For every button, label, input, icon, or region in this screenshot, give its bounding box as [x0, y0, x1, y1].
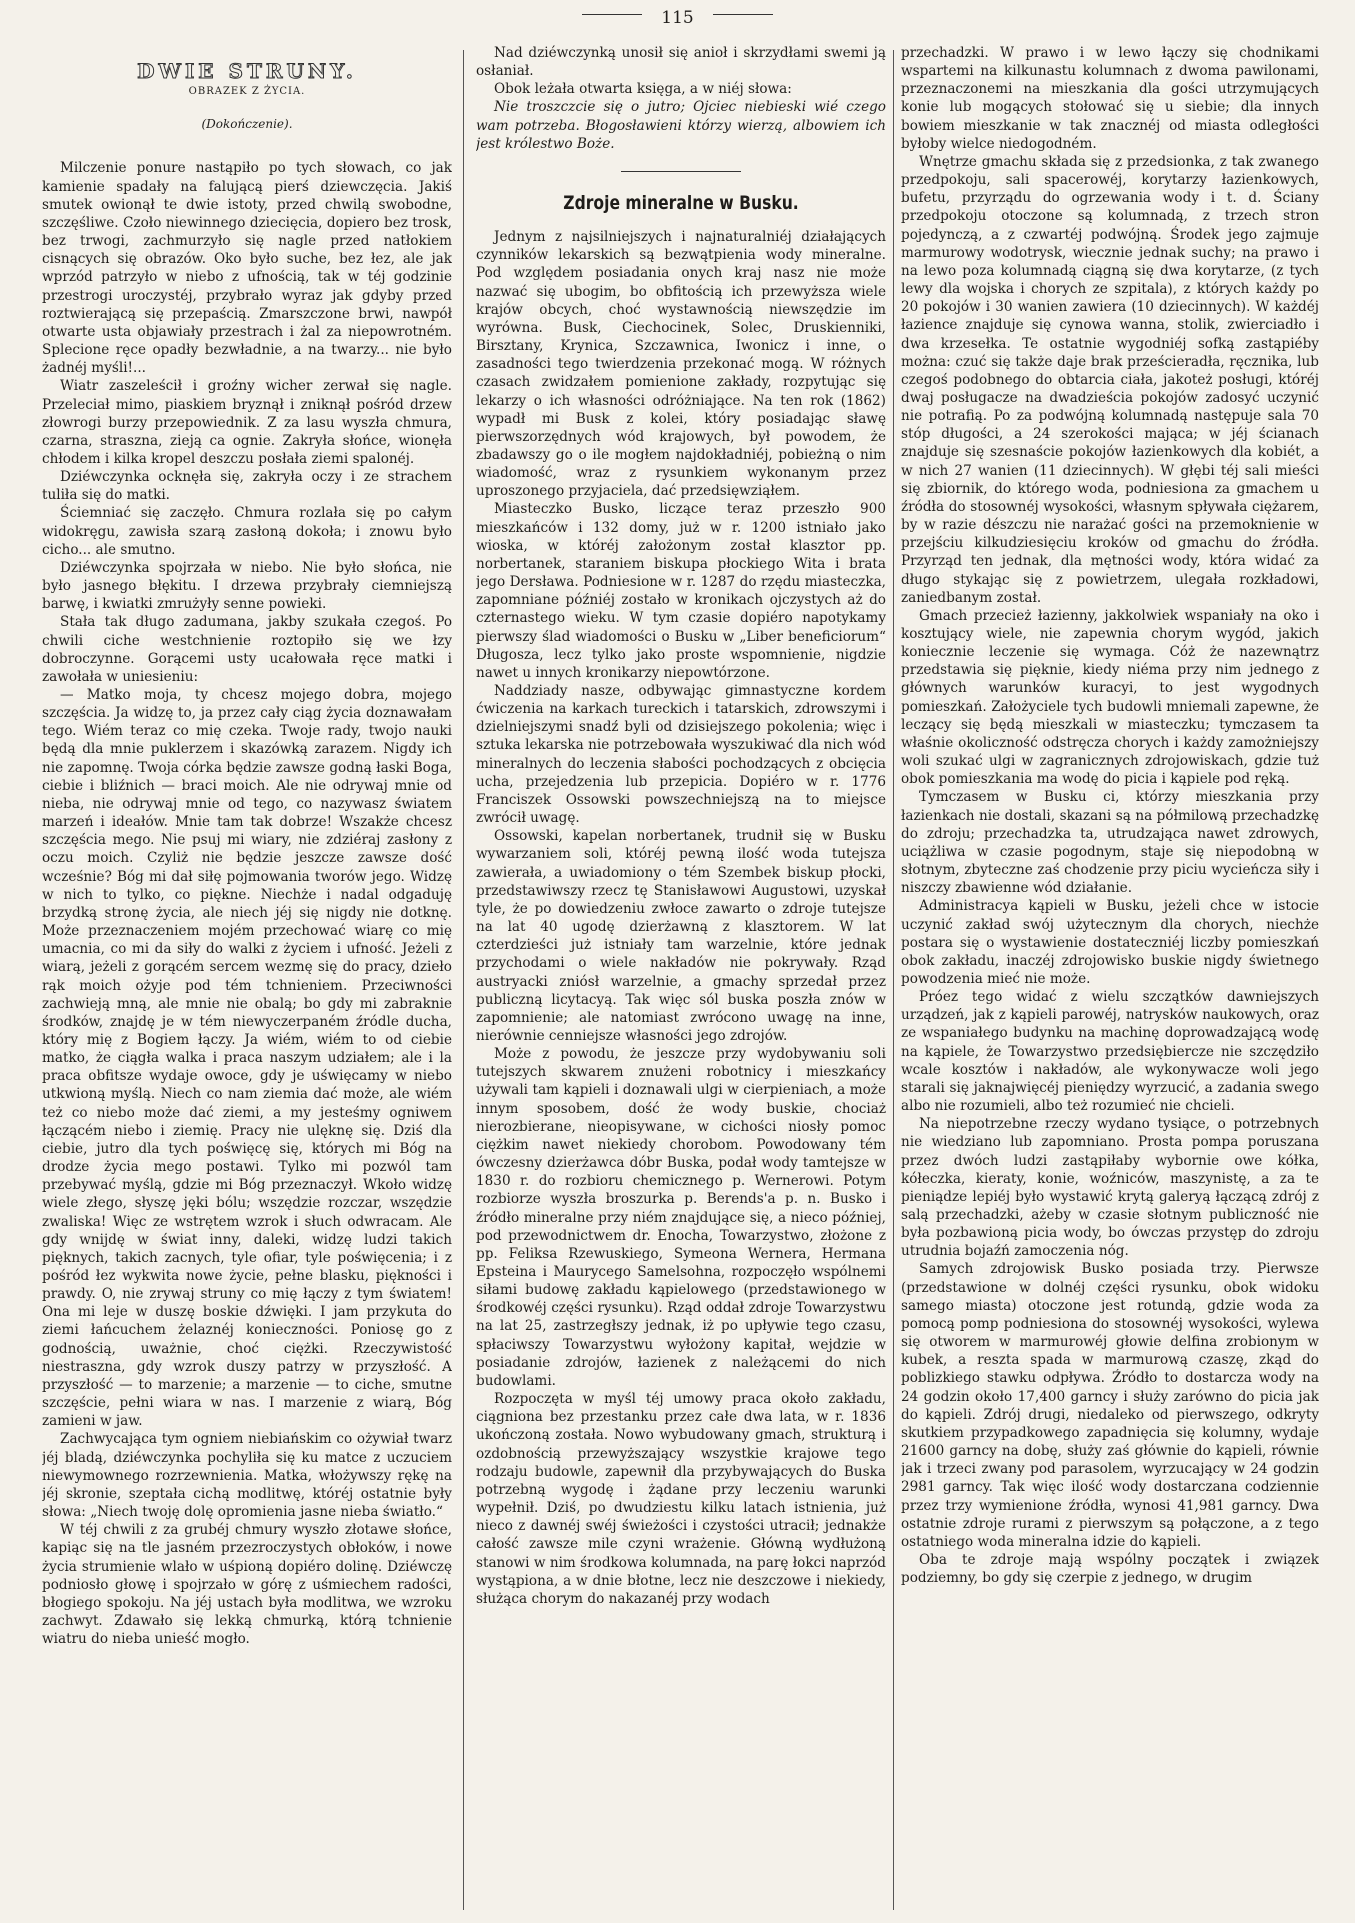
- article-paragraph: Oba te zdroje mają wspólny początek i związek podziemny, bo gdy się czerpie z jednego, w drugim: [901, 1551, 1319, 1587]
- column-divider: [893, 50, 894, 1910]
- article-paragraph: Na niepotrzebne rzeczy wydano tysiące, o potrzebnych nie wiedziano lub zapomniano. Prosta pompa poruszana przez dwóch ludzi zastąpiłaby wybornie owe kółka, kółeczka, kieraty, konie, woźniców, maszynistę, a za te pieniądze lepiéj było wystawić krytą galeryą łączącą zdrój z salą przechadzki, ażeby w czasie słotnym publiczność nie była pozbawioną picia wody, bo ówczas przystęp do zdroju utrudnia bojaźń zamoczenia nóg.: [901, 1116, 1319, 1260]
- article-title: Zdroje mineralne w Busku.: [563, 191, 799, 214]
- article-paragraph: Naddziady nasze, odbywając gimnastyczne kordem ćwiczenia na karkach tureckich i tatarskich, zdrowszymi i dzielniejszymi snadź byli od dzisiejszego pokolenia; więc i sztuka lekarska nie potrzebowała wyszukiwać dla nich wód mineralnych do leczenia słabości pochodzących z obcięcia ucha, przejedzenia lub przepicia. Dopiéro w r. 1776 Franciszek Ossowski powszechniejszą na to miejsce zwrócił uwagę.: [476, 683, 886, 827]
- article-paragraph: Tymczasem w Busku ci, którzy mieszkania przy łazienkach nie dostali, skazani są na półmilową przechadzkę do zdroju; przechadzka ta, utrudzająca nawet zdrowych, uciążliwa w czasie pogodnym, staje się niepodobną w słotnym, zbyteczne zaś chodzenie przy piciu wycieńcza siły i niszczy zbawienne wód działanie.: [901, 789, 1319, 897]
- article-paragraph: przechadzki. W prawo i w lewo łączy się chodnikami wspartemi na kilkunastu kolumnach z dwoma pawilonami, przeznaczonemi na mieszkania dla gości utrzymujących konie lub mogących stołować się u siebie; dla innych bowiem mieszkanie w tak znacznéj od miasta odległości byłoby wielce niedogodném.: [901, 45, 1319, 152]
- page-number: 115: [661, 8, 694, 28]
- article-paragraph: Gmach przecież łazienny, jakkolwiek wspaniały na oko i kosztujący wiele, nie zapewnia chorym wygód, jakich koniecznie leczenie się wymaga. Cóż że nazewnątrz przedstawia się pięknie, kiedy niéma przy nim jednego z głównych warunków kuracyi, to jest wygodnych pomieszkań. Założyciele tych budowli mniemali zapewne, że leczący się będą mieszkali w miasteczku; tymczasem ta właśnie okoliczność odstręcza chorych i każdy zamożniejszy woli szukać ulgi w zagranicznych zdrojowiskach, gdzie tuż obok pomieszkania ma wodę do picia i kąpiele pod ręką.: [901, 607, 1319, 788]
- article-paragraph: Rozpoczęta w myśl téj umowy praca około zakładu, ciągniona bez przestanku przez całe dwa lata, w r. 1836 ukończoną została. Nowo wybudowany gmach, strukturą i ozdobnością przewyższający wszystkie krajowe tego rodzaju budowle, zapewnił dla przybywających do Buska potrzebną wygodę i żądane przy leczeniu warunki wypełnił. Dziś, po dwudziestu kilku latach istnienia, już nieco z dawnéj swéj świeżości i czystości utracił; jednakże całość zawsze mile czyni wrażenie. Główną wydłużoną stanowi w nim środkowa kolumnada, na parę łokci naprzód wystąpiona, a w dnie błotne, lecz nie deszczowe i niekiedy, służąca chorym do nakazanéj przy wodach: [476, 1391, 886, 1607]
- story-paragraph: Nad dziéwczynką unosił się anioł i skrzydłami swemi ją osłaniał.: [476, 45, 886, 80]
- article-paragraph: Ossowski, kapelan norbertanek, trudnił się w Busku wywarzaniem soli, któréj pewną ilość woda tutejsza zawierała, a uwiadomiony o tém Szembek biskup płocki, przedstawiwszy rzecz tę Stanisławowi Augustowi, uzyskał tyle, że po dowiedzeniu zwłoce zawarto o zdroje tutejsze na lat 40 ugodę dzierżawną z klasztorem. W lat czterdzieści już istniały tam warzelnie, które jednak przychodami o wiele nakładów nie pokrywały. Rząd austryacki zniósł warzelnie, a gmachy sprzedał przez publiczną licytacyą. Tak więc sól buska poszła znów w zapomnienie; ale natomiast zwrócono uwagę na inne, nierównie cenniejsze własności jego zdrojów.: [476, 828, 886, 1044]
- story-subtitle: OBRAZEK Z ŻYCIA.: [188, 86, 306, 98]
- story-paragraph: Milczenie ponure nastąpiło po tych słowach, co jak kamienie spadały na falującą pierś dziewczęcia. Jakiś smutek owionął te dwie istoty, przed chwilą swobodne, szczęśliwe. Czoło niewinnego dziecięcia, dopiero bez trosk, bez trwogi, zachmurzyło się nagle przed natłokiem cisnących się obrazów. Oko było suche, bez łez, ale jak wprzód patrzyło w niebo z ufnością, tak w téj godzinie przestrogi uroczystéj, przybrało wyraz jak gdyby przed roztwierającą się przepaścią. Zmarszczone brwi, nawpół otwarte usta objawiały przestrach i żal za niepowrotném. Splecione ręce opadły bezwładnie, a na twarzy... nie było żadnéj myśli!...: [42, 160, 452, 377]
- story-paragraph: Ściemniać się zaczęło. Chmura rozlała się po całym widokręgu, zawisła szarą zasłoną dokoła; i znowu było cicho... ale smutno.: [42, 505, 452, 558]
- article-paragraph: Próez tego widać z wielu szczątków dawniejszych urządzeń, jak z kąpieli parowéj, natrysków naukowych, oraz ze wspaniałego budynku na machinę doprowadzającą wodę na kąpiele, że Towarzystwo przedsiębiercze nie szczędziło wcale kosztów i nakładów, ale wykonywacze woli jego starali się jaknajwięcéj pieniędzy wyrzucić, a zadania swego albo nie rozumieli, albo też rozumieć nie chcieli.: [901, 989, 1319, 1115]
- story-paragraph: Wiatr zaszeleścił i groźny wicher zerwał się nagle. Przeleciał mimo, piaskiem bryznął i zniknął pośród drzew złowrogi burzy przepowiednik. Z za lasu wyszła chmura, czarna, straszna, zieją ca ognie. Zakryła słońce, wionęła chłodem i kilka kropel deszczu posłała ziemi spalonéj.: [42, 378, 452, 467]
- article-paragraph: Wnętrze gmachu składa się z przedsionka, z tak zwanego przedpokoju, sali spacerowéj, korytarzy łazienkowych, bufetu, przyrządu do ogrzewania wody i t. d. Ściany przedpokoju otoczone są kolumnadą, z trzech stron pojedynczą, a z czwartéj podwójną. Środek jego zajmuje marmurowy wodotrysk, wiecznie jednak suchy; na prawo i na lewo poza kolumnadą ciągną się dwa korytarze, (z tych lewy dla wojska i chorych ze szpitala), z których każdy po 20 pokojów i 30 wanien zawiera (10 dziecinnych). W każdéj łazience znajduje się cynowa wanna, stolik, zwierciadło i dwa krzesełka. Te ostatnie wygodniéj sofką zastąpiéby można: czuć się także daje brak prześcieradła, ręcznika, lub czegoś podobnego do obtarcia ciała, jakoteż posługi, któréj dwaj posługacze na dwadzieścia pokojów zadosyć uczynić nie potrafią. Po za podwójną kolumnadą następuje sala 70 stóp długości, a 24 szerokości mająca; w jéj ścianach znajduje się szesnaście pokojów łazienkowych dla kobiét, a w nich 27 wanien (11 dziecinnych). W głębi téj sali mieści się zbiornik, do którego woda, podniesiona za gmachem u źródła do stosownéj wysokości, własnym spływała ciężarem, by w razie dészczu nie narażać gości na przemoknienie w przejściu kilkudziesięciu kroków od gmachu do źródła. Przyrząd ten jednak, dla mętności wody, która widać za długo stykając się z powietrzem, ulegała rozkładowi, zaniedbanym został.: [901, 153, 1319, 606]
- story-note: (Dokończenie).: [201, 117, 293, 132]
- story-paragraph: W téj chwili z za grubéj chmury wyszło złotawe słońce, kapiąc się na tle jasném przezroczystych obłoków, i nowe życia strumienie wlało w uśpioną dopiéro dolinę. Dziéwczę podniosło głowę i spojrzało w górę z uśmiechem radości, błogiego spokoju. Na jéj ustach była modlitwa, we wzroku zachwyt. Zdawało się lekką chmurką, którą tchnienie wiatru do nieba unieść mogło.: [42, 1522, 452, 1648]
- story-paragraph: Dziéwczynka ocknęła się, zakryła oczy i ze strachem tuliła się do matki.: [42, 469, 452, 504]
- column-divider: [463, 50, 464, 1910]
- column-middle: [476, 44, 886, 1914]
- column-right: [901, 44, 1319, 1914]
- story-paragraph: Obok leżała otwarta księga, a w niéj słowa:: [494, 81, 792, 98]
- section-divider: [621, 171, 741, 172]
- story-paragraph: Dziéwczynka spojrzała w niebo. Nie było słońca, nie było jasnego błękitu. I drzewa przybrały ciemniejszą barwę, i kwiatki zmrużyły senne powieki.: [42, 559, 452, 613]
- page-header: [0, 0, 1355, 42]
- header-rule-left: [582, 14, 642, 15]
- article-paragraph: Jednym z najsilniejszych i najnaturalniéj działających czynników lekarskich są bezwątpienia wody mineralne. Pod względem posiadania onych kraj nasz nie może nazwać się ubogim, bo obfitością ich przewyższa wiele krajów obcych, choć wystawnością niewszędzie im wyrówna. Busk, Ciechocinek, Solec, Druskienniki, Birsztany, Krynica, Szczawnica, Iwonicz i inne, o zasadności tego twierdzenia przekonać mogą. W różnych czasach zwidzałem pomienione zakłady, rozpytując się lekarzy o ich własności odróżniające. Na ten rok (1862) wypadł mi Busk z kolei, który posiadając sławę pierwszorzędnych wód krajowych, był powodem, że zbadawszy go o ile mogłem najdokładniéj, pobieżną o nim wiadomość, wraz z rysunkiem wykonanym przez uproszonego przyjaciela, dać przedsięwziąłem.: [476, 229, 886, 500]
- column-left: [42, 44, 452, 1914]
- header-rule-right: [713, 14, 773, 15]
- article-paragraph: Samych zdrojowisk Busko posiada trzy. Pierwsze (przedstawione w dolnéj części rysunku, obok widoku samego miasta) otoczone jest rotundą, gdzie woda za pomocą pomp podniesiona do stosownéj wysokości, wylewa się otworem w marmurowéj głowie delfina zrobionym w kubek, a reszta spada w marmurową czaszę, zkąd do poblizkiego stawku odpływa. Źródło to dostarcza wody na 24 godzin około 17,400 garncy i służy zarówno do picia jak do kąpieli. Zdrój drugi, niedaleko od pierwszego, odkryty skutkiem przypadkowego zapadnięcia się kolumny, wydaje 21600 garncy na dobę, służy zaś głównie do kąpieli, równie jak i trzeci zwany pod parasolem, wyrzucający w 24 godzin 2981 garncy. Tak więc ilość wody dostarczana codziennie przez trzy wymienione źródła, wynosi 41,981 garncy. Dwa ostatnie zdroje rurami z pierwszym są połączone, a z tego ostatniego woda mineralna idzie do kąpieli.: [901, 1261, 1319, 1550]
- article-paragraph: Może z powodu, że jeszcze przy wydobywaniu soli tutejszych skwarem znużeni robotnicy i mieszkańcy używali tam kąpieli i doznawali ulgi w cierpieniach, a może innym sposobem, dość że wody buskie, chociaż nierozbierane, nieopisywane, w cichości niosły pomoc ciężkim nawet niekiedy chorobom. Powodowany tém ówczesny dzierżawca dóbr Buska, podał wody tamtejsze w 1830 r. do rozbioru chemicznego p. Wernerowi. Potym rozbiorze wyszła broszurka p. Berends'a p. n. Busko i źródło mineralne przy niém znajdujące się, a nieco później, pod przewodnictwem dr. Enocha, Towarzystwo, złożone z pp. Feliksa Rzewuskiego, Symeona Wernera, Hermana Epsteina i Maurycego Samelsohna, rozpoczęło wspólnemi siłami budowę zakładu kąpielowego (przedstawionego w środkowéj części rysunku). Rząd oddał zdroje Towarzystwu na lat 25, zastrzegłszy jednak, iż po upływie tego czasu, spłaciwszy Towarzystwu wyłożony kapitał, wejdzie w posiadanie zdrojów, łazienek z należącemi do nich budowlami.: [476, 1046, 886, 1389]
- story-title: DWIE STRUNY.: [137, 59, 357, 83]
- story-paragraph: — Matko moja, ty chcesz mojego dobra, mojego szczęścia. Ja widzę to, ja przez cały ciąg życia doznawałam tego. Wiém teraz co mię czeka. Twoje rady, twojo nauki będą dla mnie puklerzem i skazówką zarazem. Nigdy ich nie zapomnę. Twoja córka będzie zawsze godną łaski Boga, ciebie i bliźnich — braci moich. Ale nie odrywaj mnie od nieba, nie odrywaj mnie od tego, co nazywasz światem marzeń i ideałów. Mnie tam tak dobrze! Wszakże chcesz szczęścia mego. Nie psuj mi wiary, nie zdziéraj zasłony z oczu moich. Czyliż nie będzie jeszcze zawsze dość wcześnie? Bóg mi dał siłę pojmowania tworów jego. Widzę w nich to tylko, co piękne. Niechże i nadal odgaduję brzydką stronę życia, ale niech jéj się nigdy nie dotknę. Może przeznaczeniem mojém przechować wiarę co mię umacnia, co mi da siły do walki z życiem i ufność. Jeżeli z wiarą, jeżeli z gorącém sercem wezmę się do pracy, dzieło rąk moich ożyje pod tém tchnieniem. Przeciwności zachwieją mną, ale mnie nie obalą; bo gdy mi zabraknie środków, znajdę je w tém niewyczerpaném źródle ducha, który mię z Bogiem łączy. Ja wiém, wiém to od ciebie matko, że ciągła walka i praca naszym udziałem; ale i la praca obfitsze wydaje owoce, gdy je uświęcamy w niebo utkwioną myślą. Niech co nam ziemia dać może, ale wiém też co niebo może dać ziemi, a my jesteśmy ogniwem łączącém niebo i ziemię. Pracy nie ulęknę się. Dziś dla ciebie, jutro dla tych poświęcę się, których mi Bóg na drodze życia mego postawi. Tylko mi pozwól tam przebywać myślą, gdzie mi Bóg przeznaczył. Wkoło widzę wiele złego, słyszę jęki bólu; wszędzie rozczar, wszędzie zwaliska! Więc ze wstrętem wzrok i słuch odwracam. Ale gdy wnijdę w świat inny, daleki, widzę ludzi takich pięknych, takich zacnych, tyle ofiar, tyle poświęcenia; i z pośród łez wykwita nowe życie, pełne blasku, piękności i prawdy. O, nie zrywaj struny co mię łączy z tym światem! Ona mi leje w duszę boskie dźwięki. I jam przykuta do ziemi łańcuchem żelaznéj konieczności. Poniosę go z godnością, uważnie, choć ciężki. Rzeczywistość niestraszna, gdy wzrok duszy patrzy w przyszłość. A przyszłość — to marzenie; a marzenie — to ciche, smutne szczęście, pełni wiara w nas. I marzenie z wiarą, Bóg zamieni w jaw.: [42, 687, 452, 1430]
- story-quote: Nie troszczcie się o jutro; Ojciec niebieski wié czego wam potrzeba. Błogosławieni którzy wierzą, albowiem ich jest królestwo Boże.: [476, 99, 886, 152]
- article-paragraph: Miasteczko Busko, liczące teraz przeszło 900 mieszkańców i 132 domy, już w r. 1200 istniało jako wioska, w któréj założonym został klasztor pp. norbertanek, staraniem biskupa płockiego Wita i brata jego Dersława. Podniesione w r. 1287 do rzędu miasteczka, zapomniane późniéj zostało w kronikach ojczystych aż do czternastego wieku. W tym czasie dopiéro napotykamy pierwszy ślad wiadomości o Busku w „Liber beneficiorum“ Długosza, lecz tylko jako proste wspomnienie, nigdzie nawet u innych kronikarzy niepowtórzone.: [476, 501, 886, 681]
- story-paragraph: Stała tak długo zadumana, jakby szukała czegoś. Po chwili ciche westchnienie roztopiło się we łzy dobroczynne. Gorącemi usty ucałowała ręce matki i zawołała w uniesieniu:: [42, 614, 452, 685]
- story-paragraph: Zachwycająca tym ogniem niebiańskim co ożywiał twarz jéj bladą, dziéwczynka pochyliła się ku matce z uczuciem niewymownego rozrzewnienia. Matka, włożywszy rękę na jéj skronie, szeptała cichą modlitwę, któréj ostatnie były słowa: „Niech twoję dolę opromienia jasne nieba światło.“: [42, 1431, 452, 1521]
- article-paragraph: Administracya kąpieli w Busku, jeżeli chce w istocie uczynić zakład swój użytecznym dla chorych, niechże postara się o wystawienie dostateczniéj liczby pomieszkań obok zakładu, inaczéj zdrojowisko buskie nigdy świetnego powodzenia mieć nie może.: [901, 898, 1319, 987]
